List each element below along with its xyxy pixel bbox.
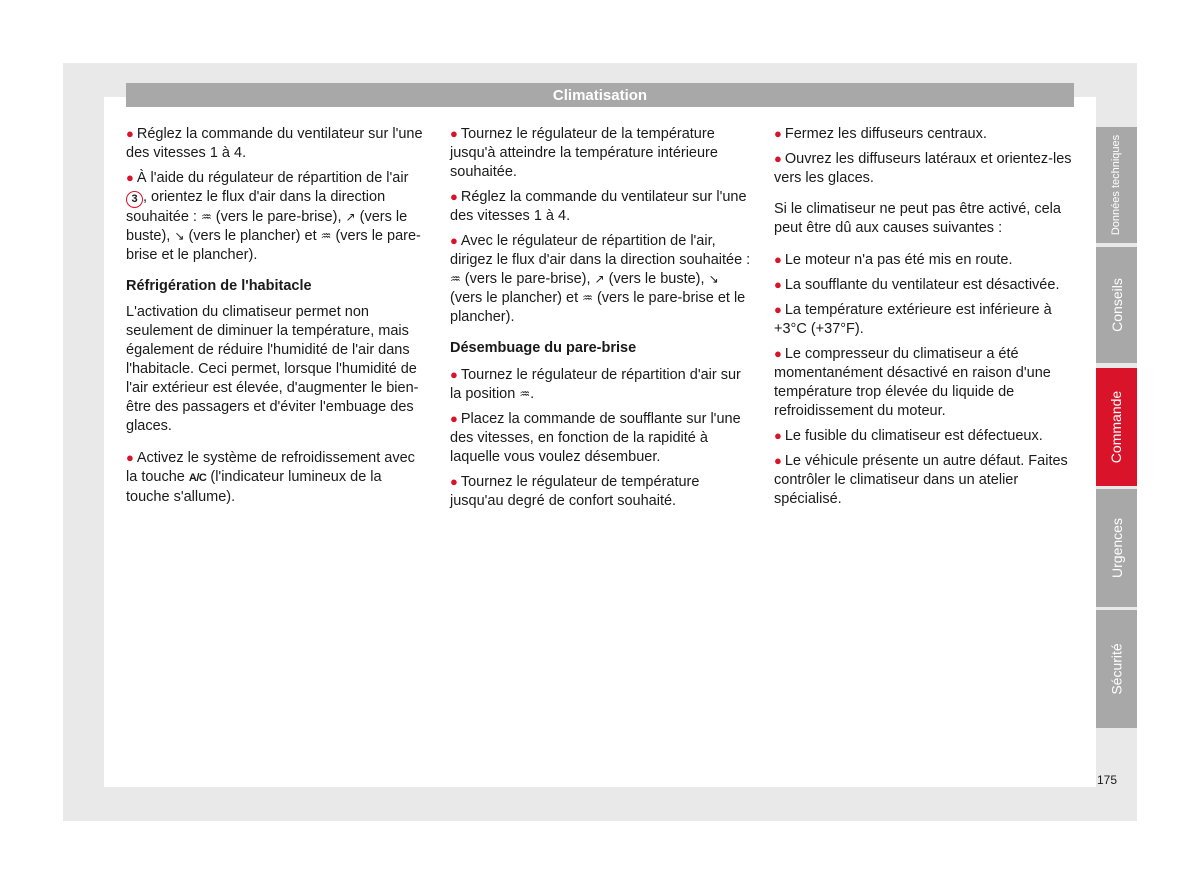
bullet-icon: ● [774,302,782,317]
list-item: ● Le compresseur du climatiseur a été momentanément désactivé en raison d'une température trop élevée du liquide de refroidissement du moteur. [774,346,1051,419]
list-item: ● Le fusible du climatiseur est défectueux. [774,428,1043,444]
tab-commande[interactable]: Commande [1096,368,1137,486]
column-3 [774,124,1076,514]
bullet-icon: ● [774,151,782,166]
bullet-icon: ● [450,126,458,141]
list-item: ● Tournez le régulateur de répartition d'air sur la position ♒. [450,367,741,402]
windscreen-vent-icon: ♒ [519,387,531,401]
windscreen-vent-icon: ♒ [200,210,212,224]
windscreen-vent-icon: ♒ [450,272,461,286]
column-2 [450,124,752,516]
section-title: Climatisation [126,83,1074,107]
list-item: ● Tournez le régulateur de la température jusqu'à atteindre la température intérieure souhaitée. [450,126,718,180]
list-item: ● Ouvrez les diffuseurs latéraux et orientez-les vers les glaces. [774,151,1072,186]
ac-key-label: A/C [188,472,207,484]
bullet-icon: ● [774,277,782,292]
paragraph: L'activation du climatiseur permet non seulement de diminuer la température, mais également de réduire l'humidité de l'air dans l'habitacle. Ceci permet, lorsque l'humidité de l'air extérieur est élevée, d'augmenter le bien-être des passagers et d'éviter l'embuage des glaces. [126,304,419,434]
subheading: Réfrigération de l'habitacle [126,278,312,294]
bullet-icon: ● [450,233,458,248]
bullet-icon: ● [450,474,458,489]
callout-number: 3 [126,191,143,208]
list-item: ● Le moteur n'a pas été mis en route. [774,252,1013,268]
chest-vent-icon: ↗ [594,272,605,286]
bullet-icon: ● [126,126,134,141]
footwell-vent-icon: ↘ [708,272,719,286]
list-item: ● Réglez la commande du ventilateur sur l'une des vitesses 1 à 4. [126,126,423,161]
bullet-icon: ● [774,453,782,468]
list-item: ● La température extérieure est inférieure à +3°C (+37°F). [774,302,1052,337]
list-item: ● Le véhicule présente un autre défaut. Faites contrôler le climatiseur dans un atelier spécialisé. [774,453,1068,507]
list-item: ● Réglez la commande du ventilateur sur l'une des vitesses 1 à 4. [450,189,747,224]
list-item: ● Tournez le régulateur de température jusqu'au degré de confort souhaité. [450,474,700,509]
bullet-icon: ● [774,126,782,141]
paragraph: Si le climatiseur ne peut pas être activé, cela peut être dû aux causes suivantes : [774,201,1061,236]
chest-vent-icon: ↗ [345,210,356,224]
windscreen-footwell-vent-icon: ♒ [582,291,593,305]
list-item: ● Avec le régulateur de répartition de l'air, dirigez le flux d'air dans la direction souhaitée : ♒ (vers le pare-brise), ↗ (vers le buste), ↘ (vers le plancher) et ♒ (vers le pare-brise et le plancher). [450,233,751,325]
bullet-icon: ● [450,411,458,426]
bullet-icon: ● [450,367,458,382]
list-item: ● Fermez les diffuseurs centraux. [774,126,987,142]
footwell-vent-icon: ↘ [174,229,185,243]
tab-urgences[interactable]: Urgences [1096,489,1137,607]
subheading: Désembuage du pare-brise [450,340,637,356]
tab-donnees-techniques[interactable]: Données techniques [1096,127,1137,243]
list-item: ● Activez le système de refroidissement avec la touche A/C (l'indicateur lumineux de la touche s'allume). [126,450,415,505]
list-item: ● La soufflante du ventilateur est désactivée. [774,277,1060,293]
column-1 [126,124,426,512]
bullet-icon: ● [774,252,782,267]
bullet-icon: ● [126,170,134,185]
windscreen-footwell-vent-icon: ♒ [320,229,332,243]
page-number: 175 [1097,773,1118,787]
bullet-icon: ● [774,428,782,443]
bullet-icon: ● [774,346,782,361]
bullet-icon: ● [450,189,458,204]
bullet-icon: ● [126,450,134,465]
tab-securite[interactable]: Sécurité [1096,610,1137,728]
list-item: ● Placez la commande de soufflante sur l'une des vitesses, en fonction de la rapidité à laquelle vous voulez désembuer. [450,411,741,465]
list-item: ● À l'aide du régulateur de répartition de l'air 3 , orientez le flux d'air dans la direction souhaitée : ♒ (vers le pare-brise), ↗ (vers le buste), ↘ (vers le plancher) et ♒ (vers le pare-brise et le plancher). [126,170,421,263]
tab-conseils[interactable]: Conseils [1096,247,1137,363]
